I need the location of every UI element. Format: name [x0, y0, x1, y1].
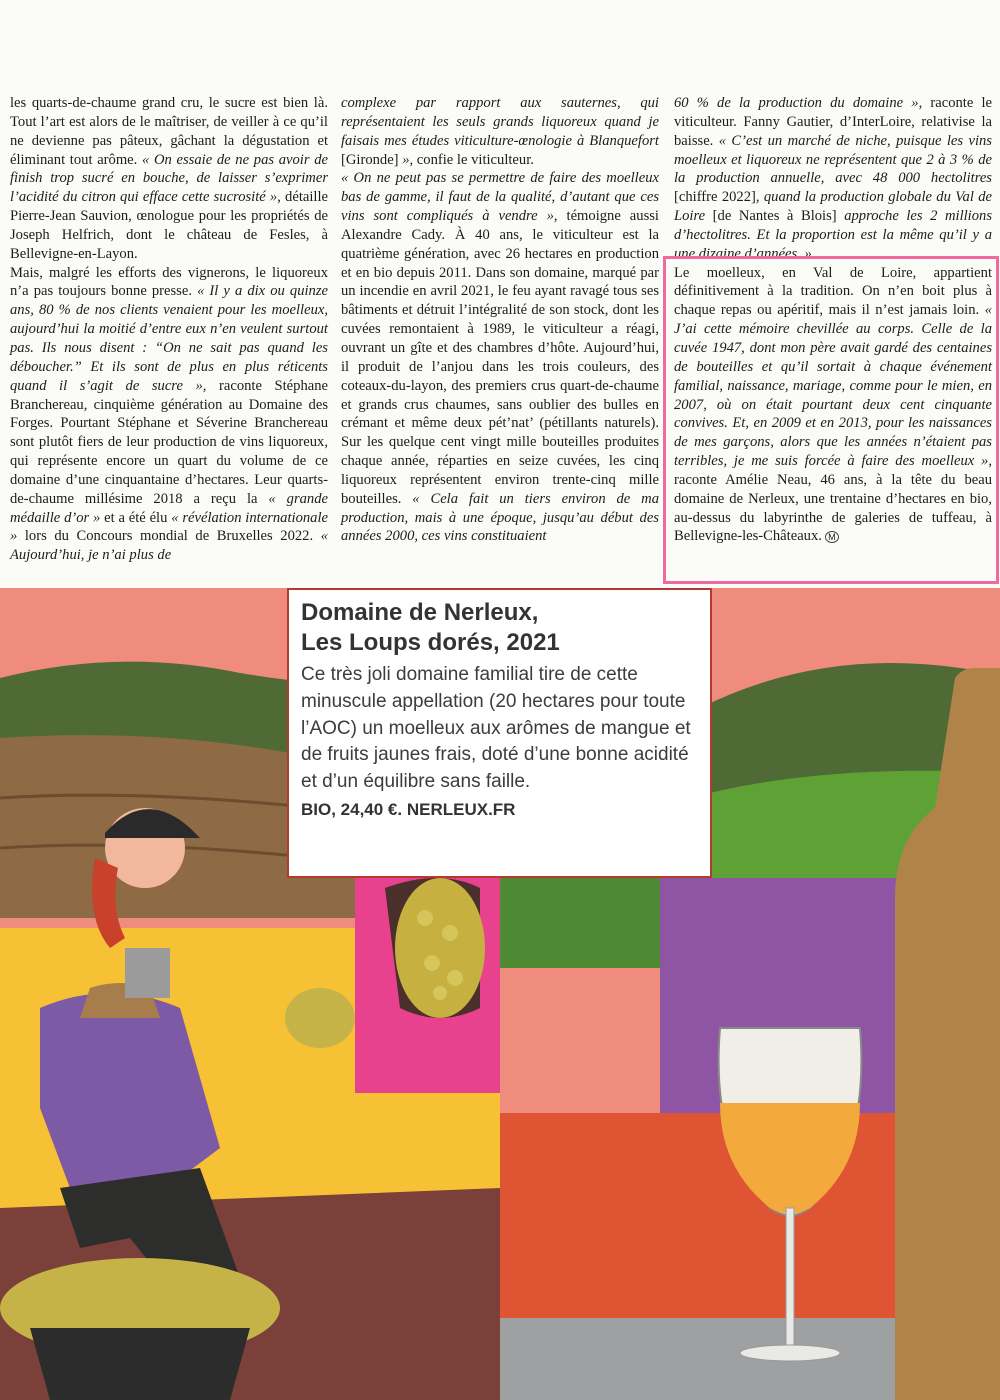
body-text: [Gironde] [341, 151, 399, 168]
wine-card-footer: BIO, 24,40 €. NERLEUX.FR [301, 799, 516, 819]
quote-text: « J’ai cette mémoire chevillée au corps. Celle de la cuvée 1947, dont mon père avait gardé des centaines de bouteilles et qu’il sortait à chaque événement familial, naissance, mariage, comme pour le mien, en 2007, où on était pourtant deux cent cinquante convives. Et, en 2009 et en 2013, pour les naissances de mes garçons, alors que les années n’étaient pas terribles, je me suis forcée à faire des moelleux » [674, 302, 992, 470]
article-paragraph [674, 264, 992, 547]
body-text: , confie le viticulteur. [409, 151, 534, 168]
body-text: [chiffre 2022] [674, 189, 756, 206]
article-column-2 [341, 94, 659, 546]
quote-text: , quand la production globale du Val de Loire [674, 189, 992, 225]
quote-text: « révélation internationale » [10, 509, 328, 545]
quote-text: approche les 2 millions d’hectolitres. Et la proportion est la même qu’il y a une dizaine d’années. » [674, 208, 993, 262]
quote-text: 60 % de la production du domaine » [674, 95, 919, 111]
article-column-3 [674, 94, 992, 546]
quote-text: « On essaie de ne pas avoir de finish trop sucré en bouche, de laisser s’exprimer l’acidité du citron qui efface cette sucrosité » [10, 151, 328, 206]
body-text: lors du Concours mondial de Bruxelles 2022. [17, 528, 321, 545]
body-text: , détaille Pierre-Jean Sauvion, œnologue pour les propriétés de Joseph Helfrich, dont le château de Fesles, à Bellevigne-en-Layon. [10, 189, 329, 262]
grape-bucket [30, 1328, 250, 1400]
body-text: [de Nantes à Blois] [712, 208, 837, 225]
body-text: Le moelleux, en Val de Loire, appartient définitivement à la tradition. On n’en boit plus à chaque repas ou apéritif, mais il n’est jamais loin. [674, 264, 992, 319]
body-text: , raconte Amélie Neau, 46 ans, à la tête du beau domaine de Nerleux, une trentaine d’hectares en bio, au-dessus du labyrinthe de galeries de tuffeau, à Bellevigne-les-Châteaux. [674, 453, 992, 545]
glass-stem [786, 1208, 794, 1348]
body-text: , témoigne aussi Alexandre Cady. À 40 ans, le viticulteur est la quatrième génération, avec 26 hectares en production et en bio depuis 2011. Dans son domaine, marqué par un incendie en avril 2021, le feu ayant ravagé tous ses bâtiments et détruit l’intégralité de son stock, dont les cuvées remontaient à 1989, le viticulteur a réagi, ouvrant un gîte et des chambres d’hôte. Aujourd’hui, il produit de l’anjou dans les trois couleurs, des coteaux-du-layon, des premiers crus quart-de-chaume et grands crus chaumes, sans oublier des bulles en crémant et même deux pét’nat’ (pétillants naturels). Sur les quelque cent vingt mille bouteilles produites chaque année, réparties en seize cuvées, les cinq liquoreux représentent environ trente-cinq mille bouteilles. [341, 208, 659, 507]
quote-text: « On ne peut pas se permettre de faire des moelleux bas de gamme, il faut de la qualité, d’autant que ces vins sont compliqués à vendre » [341, 170, 659, 225]
quote-text: « C’est un marché de niche, puisque les vins moelleux et liquoreux ne représentent que 2 à 3 % de la production annuelle, avec 48 000 hectolitres [674, 132, 992, 187]
quote-text: complexe par rapport aux sauternes, qui représentaient les seuls grands liquoreux quand je faisais mes études viticulture-œnologie à Blanquefort [341, 95, 659, 149]
article-paragraph [341, 169, 659, 546]
wine-card-title-line1: Domaine de Nerleux, [301, 599, 539, 626]
body-text: , raconte Stéphane Branchereau, cinquième génération au Domaine des Forges. Pourtant Stéphane et Séverine Branchereau sont plutôt fiers de leur production de vins liquoreux, qui représente encore un quart du volume de ce domaine d’une cinquantaine d’hectares. Leur quarts-de-chaume millésime 2018 a reçu la [10, 377, 329, 507]
body-text: Mais, malgré les efforts des vignerons, le liquoreux n’a pas toujours bonne presse. [10, 264, 328, 300]
article-paragraph [674, 94, 992, 264]
wine-card-title-line2: Les Loups dorés, 2021 [301, 629, 560, 656]
quote-text: « grande médaille d’or » [10, 490, 328, 526]
article-paragraph [10, 94, 328, 264]
glass-foot [740, 1345, 840, 1361]
body-text: , raconte le viticulteur. Fanny Gautier, d’InterLoire, relativise la baisse. [674, 95, 992, 149]
wine-card [287, 588, 712, 878]
quote-text: » [398, 151, 410, 168]
quote-text: « Il y a dix ou quinze ans, 80 % de nos clients venaient pour les moelleux, aujourd’hui la moitié d’entre eux n’en veulent surtout pas. Ils nous disent : “On ne sait pas quand les déboucher.” Et ils sont de plus en plus réticents quand il s’agit de sucre » [10, 283, 328, 394]
article-end-mark: M [825, 531, 839, 543]
article-paragraph [10, 264, 328, 566]
article-column-1 [10, 94, 328, 565]
wine-card-description: Ce très joli domaine familial tire de cette minuscule appellation (20 hectares pour toute l’AOC) un moelleux aux arômes de mangue et de fruits jaunes frais, doté d’une bonne acidité et d’un équilibre sans faille. [301, 664, 691, 793]
quote-text: « Aujourd’hui, je n’ai plus de [10, 528, 328, 564]
quote-text: « Cela fait un tiers environ de ma production, mais à une époque, jusqu’au début des années 2000, ces vins constituaient [341, 490, 659, 545]
body-text: les quarts-de-chaume grand cru, le sucre est bien là. Tout l’art est alors de le maîtriser, de veiller à ce qu’il ne devienne pas pâteux, gâchant la dégustation et éliminant tout arôme. [10, 95, 328, 168]
worker-neck [125, 948, 170, 998]
body-text: et a été élu [100, 509, 172, 526]
grapes-in-hand [285, 988, 355, 1048]
article-paragraph [341, 94, 659, 169]
